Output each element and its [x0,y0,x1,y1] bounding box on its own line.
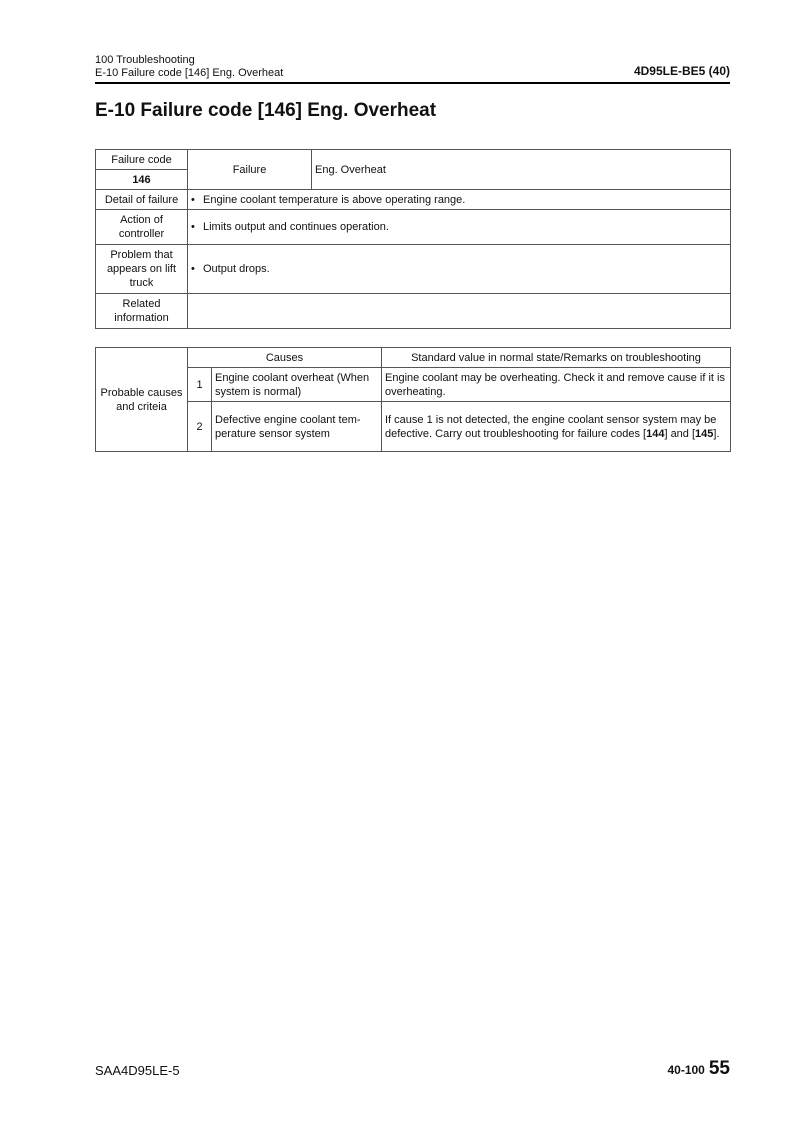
bullet-icon: • [191,221,195,233]
failure-label: Failure [188,150,312,190]
cause-text: Engine coolant overheat (When system is normal) [212,368,382,402]
remarks-text: If cause 1 is not detected, the engine coolant sensor system may be defective. Carry out troubleshooting for failure codes [ [385,413,717,440]
header-model: 4D95LE-BE5 (40) [633,64,730,78]
remarks-header: Standard value in normal state/Remarks on troubleshooting [382,348,731,368]
detail-value: Engine coolant temperature is above operating range. [203,193,466,206]
failure-value: Eng. Overheat [312,150,731,190]
failure-code-ref: 145 [695,427,714,440]
cause-remarks: Engine coolant may be overheating. Check it and remove cause if it is overheating. [382,368,731,402]
action-value: Limits output and continues operation. [203,221,389,233]
footer-page-ref [667,1058,730,1080]
cause-text: Defective engine coolant tem-perature sensor system [212,402,382,452]
footer-section-no: 40-100 [667,1063,705,1077]
related-value [188,294,731,329]
detail-label: Detail of failure [96,190,188,210]
bullet-icon: • [191,263,195,275]
header-breadcrumb [95,54,283,80]
page-header [95,54,730,84]
bullet-icon: • [191,193,195,206]
problem-label: Problem that appears on lift truck [96,245,188,294]
remarks-text: ] and [ [664,427,696,440]
causes-table [95,347,731,452]
problem-value: Output drops. [203,263,270,275]
causes-header: Causes [188,348,382,368]
failure-table [95,149,731,329]
action-label: Action of controller [96,210,188,245]
detail-value-cell [188,190,731,210]
table-row [96,368,731,402]
probable-causes-label: Probable causes and criteia [96,348,188,452]
cause-remarks [382,402,731,452]
cause-number: 1 [188,368,212,402]
cause-number: 2 [188,402,212,452]
table-row [96,402,731,452]
header-section: 100 Troubleshooting [95,54,195,66]
footer-page-no: 55 [708,1058,730,1079]
footer-doc-id: SAA4D95LE-5 [95,1063,180,1078]
failure-code-value: 146 [96,170,188,190]
failure-code-label: Failure code [96,150,188,170]
failure-code-ref: 144 [646,427,665,440]
header-subsection: E-10 Failure code [146] Eng. Overheat [95,67,284,79]
related-label: Related information [96,294,188,329]
action-value-cell [188,210,731,245]
page-title: E-10 Failure code [146] Eng. Overheat [95,100,437,121]
problem-value-cell [188,245,731,294]
remarks-text: ]. [713,427,720,440]
